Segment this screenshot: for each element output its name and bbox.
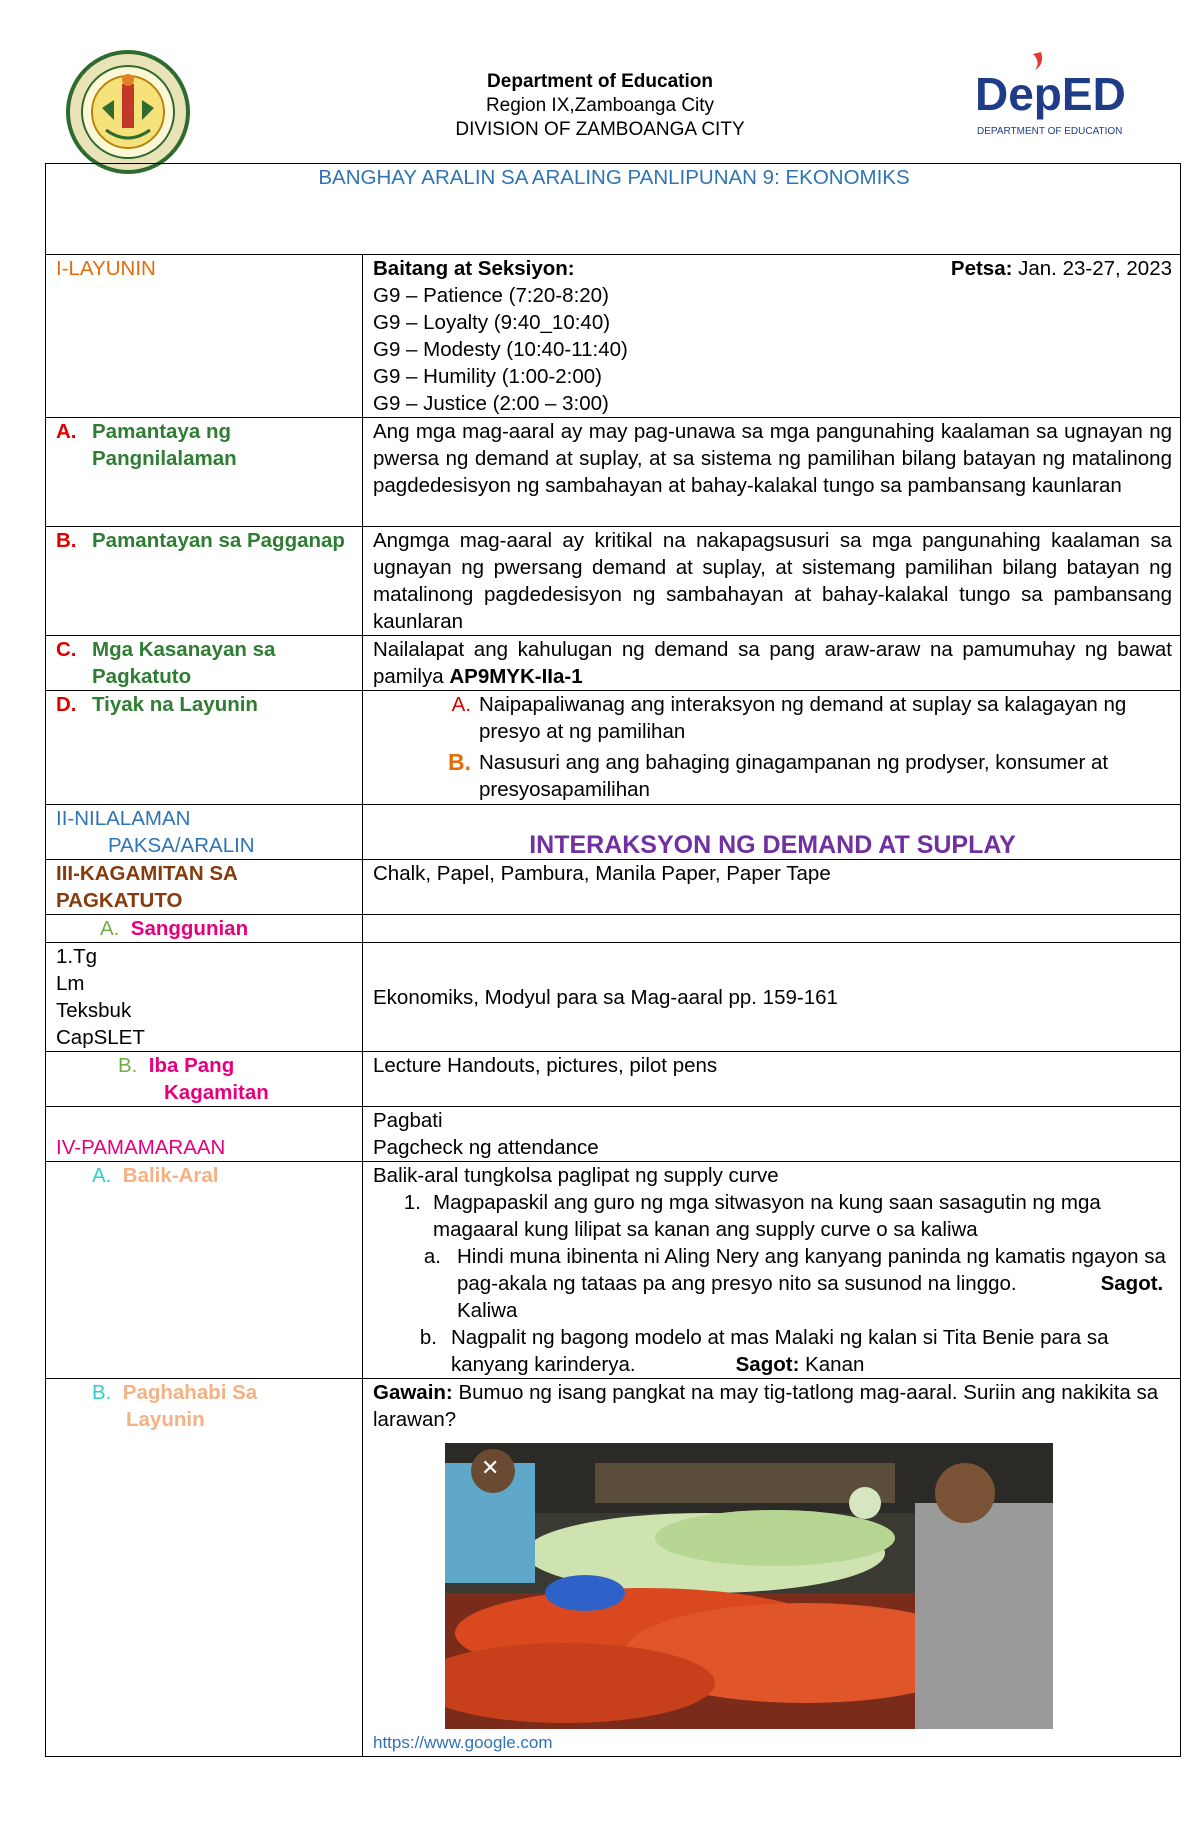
row-c-letter: C. <box>56 638 77 661</box>
paghahabi-letter: B. <box>92 1381 112 1404</box>
sub-b-text: Nagpalit ng bagong modelo at mas Malaki ng kalan si Tita Benie para sa kanyang karinderya. <box>451 1326 1109 1376</box>
lesson-title: BANGHAY ARALIN SA ARALING PANLIPUNAN 9: EKONOMIKS <box>46 164 1181 255</box>
row-d-letter: D. <box>56 693 77 716</box>
pagganap-label-cell <box>46 527 363 636</box>
row-b-label: Pamantayan sa Pagganap <box>92 529 345 552</box>
tiyak-content <box>363 691 1181 805</box>
intro-line-1: Pagbati <box>373 1109 443 1132</box>
paghahabi-content <box>363 1379 1181 1757</box>
petsa-value: Jan. 23-27, 2023 <box>1018 257 1172 280</box>
row-tiyak-na-layunin <box>46 691 1181 805</box>
objective-letter: B. <box>448 749 471 775</box>
row-kasanayan <box>46 636 1181 691</box>
row-paghahabi <box>46 1379 1181 1757</box>
iba-label-2: Kagamitan <box>164 1081 269 1104</box>
row-c-label: Mga Kasanayan sa Pagkatuto <box>92 638 276 688</box>
header-line-2: Region IX,Zamboanga City <box>485 95 715 116</box>
paghahabi-label-cell <box>46 1379 363 1757</box>
row-d-label: Tiyak na Layunin <box>92 693 258 716</box>
pamamaraan-label: IV-PAMAMARAAN <box>46 1107 363 1162</box>
iba-value: Lecture Handouts, pictures, pilot pens <box>363 1052 1181 1107</box>
tiyak-label-cell <box>46 691 363 805</box>
intro-line-2: Pagcheck ng attendance <box>373 1136 599 1159</box>
section-item: G9 – Patience (7:20-8:20) <box>373 284 609 307</box>
baitang-label: Baitang at Seksiyon: <box>373 257 575 280</box>
row-pamantayang-pangnilalaman <box>46 418 1181 527</box>
reference-item: Teksbuk <box>56 999 132 1022</box>
balik-letter: A. <box>92 1164 112 1187</box>
references-value: Ekonomiks, Modyul para sa Mag-aaral pp. 159-161 <box>363 943 1181 1052</box>
row-b-letter: B. <box>56 529 77 552</box>
pamamaraan-intro <box>363 1107 1181 1162</box>
kagamitan-label: III-KAGAMITAN SA PAGKATUTO <box>46 860 363 915</box>
header-line-1: Department of Education <box>487 71 713 92</box>
gawain-text: Bumuo ng isang pangkat na may tig-tatlong mag-aaral. Suriin ang nakikita sa larawan? <box>373 1381 1159 1431</box>
row-iba-pang-kagamitan <box>46 1052 1181 1107</box>
balik-label: Balik-Aral <box>122 1164 219 1187</box>
row-sanggunian <box>46 915 1181 943</box>
row-pamantayan-pagganap <box>46 527 1181 636</box>
lesson-plan-table <box>45 163 1181 1757</box>
sub-item-a <box>373 1243 1172 1324</box>
pangnilalaman-text: Ang mga mag-aaral ay may pag-unawa sa mga pangunahing kaalaman sa ugnayan ng pwersa ng demand at suplay, at sa sistema ng pamilihan bilang batayan ng matalinong pagdedesisyon ng sambahayan at bahay-kalakal tungo sa pambansang kaunlaran <box>363 418 1181 527</box>
balik-intro: Balik-aral tungkolsa paglipat ng supply curve <box>373 1164 779 1187</box>
balik-aral-content <box>363 1162 1181 1379</box>
row-kagamitan <box>46 860 1181 915</box>
row-layunin <box>46 255 1181 418</box>
nilalaman-label-1: II-NILALAMAN <box>56 807 191 830</box>
svg-text:✕: ✕ <box>481 1455 500 1480</box>
sub-a-sagot-label: Sagot. <box>1100 1272 1164 1295</box>
section-item: G9 – Loyalty (9:40_10:40) <box>373 311 611 334</box>
sub-b-sagot-label: Sagot: <box>735 1353 800 1376</box>
layunin-label: I-LAYUNIN <box>46 255 363 418</box>
kasanayan-text: Nailalapat ang kahulugan ng demand sa pang araw-araw na pamumuhay ng bawat pamilya <box>373 638 1172 688</box>
section-item: G9 – Modesty (10:40-11:40) <box>373 338 628 361</box>
sub-a-sagot: Kaliwa <box>457 1299 518 1322</box>
topic-cell <box>363 805 1181 860</box>
section-item: G9 – Humility (1:00-2:00) <box>373 365 603 388</box>
references-list <box>46 943 363 1052</box>
sub-item-b <box>373 1324 1172 1378</box>
sub-a-text: Hindi muna ibinenta ni Aling Nery ang kanyang paninda ng kamatis ngayon sa pag-akala ng tataas pa ang presyo nito sa susunod na linggo. <box>457 1245 1166 1295</box>
pangnilalaman-label-cell <box>46 418 363 527</box>
petsa <box>951 255 1172 282</box>
gawain-label: Gawain: <box>373 1381 453 1404</box>
paghahabi-label-1: Paghahabi Sa <box>122 1381 258 1404</box>
paghahabi-label-2: Layunin <box>126 1408 205 1431</box>
reference-item: 1.Tg <box>56 945 98 968</box>
row-pamamaraan <box>46 1107 1181 1162</box>
objective-item <box>435 749 1172 803</box>
sub-a-letter: a. <box>423 1245 441 1268</box>
reference-item: CapSLET <box>56 1026 145 1049</box>
sanggunian-label-cell <box>46 915 363 943</box>
pagganap-text: Angmga mag-aaral ay kritikal na nakapagsusuri sa mga pangunahing kaalaman sa ugnayan ng pwersang demand at suplay, at sistemang pamilihan bilang batayan ng matalinong pagdedesisyon ng sambahayan at bahay-kalakal tungo sa pambansang kaunlaran <box>363 527 1181 636</box>
deped-logo-text: DepED <box>975 68 1126 120</box>
reference-item: Lm <box>56 972 85 995</box>
row-balik-aral <box>46 1162 1181 1379</box>
sanggunian-label: Sanggunian <box>130 917 249 940</box>
row-references <box>46 943 1181 1052</box>
objective-letter: A. <box>451 693 471 716</box>
kasanayan-code: AP9MYK-IIa-1 <box>449 665 583 688</box>
sanggunian-letter: A. <box>100 917 120 940</box>
objective-text: Naipapaliwanag ang interaksyon ng demand at suplay sa kalagayan ng presyo at ng pamilihan <box>479 693 1127 743</box>
sub-b-letter: b. <box>419 1326 437 1349</box>
sub-b-sagot: Kanan <box>805 1353 865 1376</box>
item-1-number: 1. <box>403 1191 421 1214</box>
image-source-link[interactable]: https://www.google.com <box>373 1733 553 1752</box>
row-a-letter: A. <box>56 420 77 443</box>
deped-logo-icon <box>975 48 1127 148</box>
kasanayan-content <box>363 636 1181 691</box>
layunin-content <box>363 255 1181 418</box>
petsa-label: Petsa: <box>950 257 1013 280</box>
title-row <box>46 164 1181 255</box>
row-a-label: Pamantaya ng Pangnilalaman <box>92 420 237 470</box>
item-1-text: Magpapaskil ang guro ng mga sitwasyon na kung saan sasagutin ng mga magaaral kung lilipat sa kanan ang supply curve o sa kaliwa <box>433 1191 1101 1241</box>
objective-item <box>435 691 1172 745</box>
kasanayan-label-cell <box>46 636 363 691</box>
section-item: G9 – Justice (2:00 – 3:00) <box>373 392 609 415</box>
balik-aral-label-cell <box>46 1162 363 1379</box>
nilalaman-label-2: PAKSA/ARALIN <box>108 834 255 857</box>
kagamitan-value: Chalk, Papel, Pambura, Manila Paper, Paper Tape <box>363 860 1181 915</box>
sanggunian-empty <box>363 915 1181 943</box>
iba-label-1: Iba Pang <box>148 1054 235 1077</box>
header-line-3: DIVISION OF ZAMBOANGA CITY <box>455 119 745 140</box>
document-header <box>0 0 1200 165</box>
market-vegetables-photo <box>445 1443 1053 1729</box>
nilalaman-label-cell <box>46 805 363 860</box>
iba-letter: B. <box>118 1054 138 1077</box>
lesson-topic: INTERAKSYON NG DEMAND AT SUPLAY <box>529 831 1016 859</box>
row-nilalaman <box>46 805 1181 860</box>
iba-label-cell <box>46 1052 363 1107</box>
deped-logo-sub: DEPARTMENT OF EDUCATION <box>977 126 1123 137</box>
objective-text: Nasusuri ang ang bahaging ginagampanan ng prodyser, konsumer at presyosapamilihan <box>479 751 1109 801</box>
balik-item-1 <box>373 1189 1172 1243</box>
